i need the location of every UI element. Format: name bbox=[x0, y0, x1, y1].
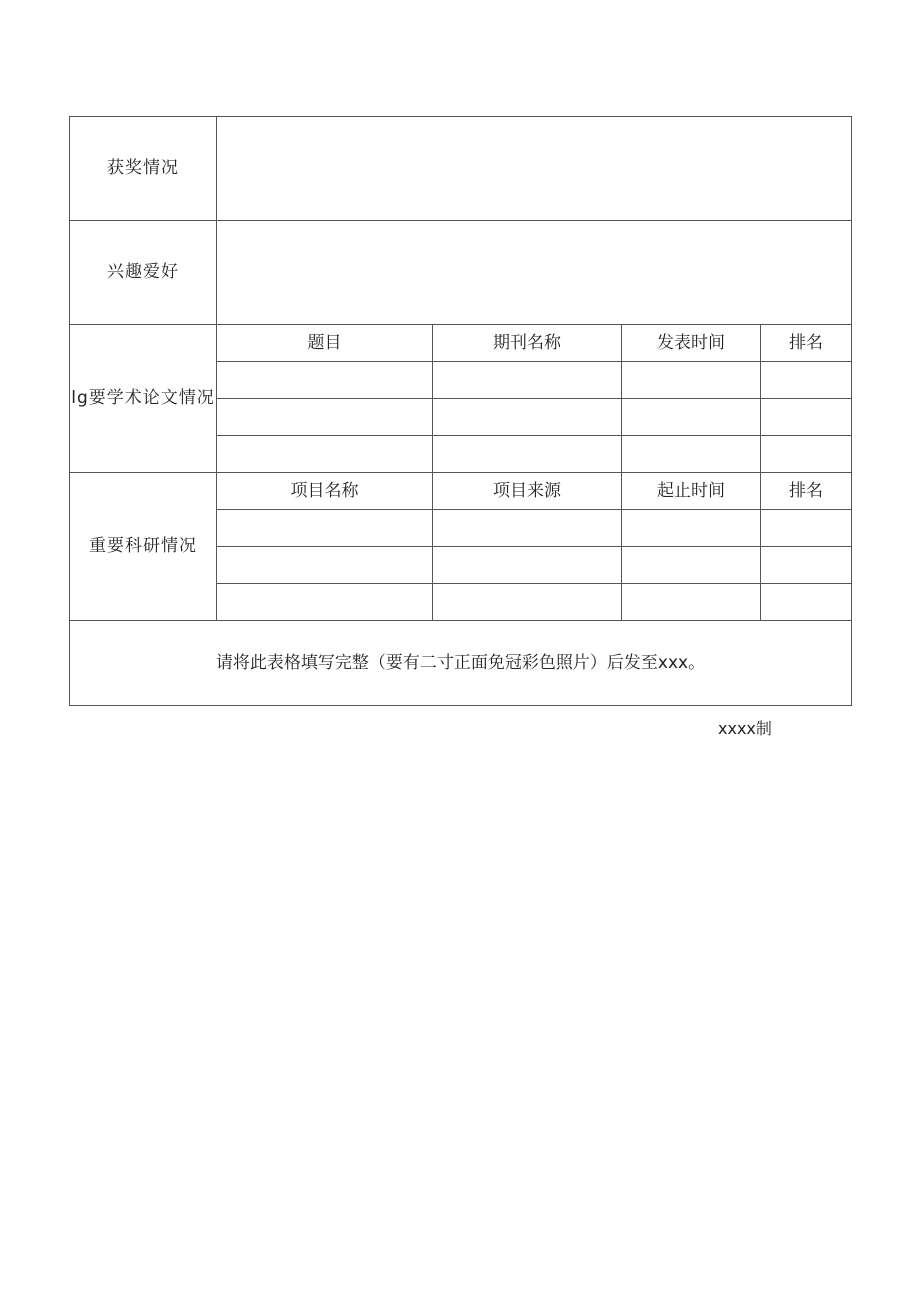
papers-header-date: 发表时间 bbox=[622, 325, 761, 362]
research-cell[interactable] bbox=[217, 547, 433, 584]
research-cell[interactable] bbox=[217, 584, 433, 621]
research-cell[interactable] bbox=[761, 510, 852, 547]
note-row bbox=[70, 621, 852, 706]
papers-cell[interactable] bbox=[761, 399, 852, 436]
research-header-name: 项目名称 bbox=[217, 473, 433, 510]
papers-cell[interactable] bbox=[622, 436, 761, 473]
application-form-table bbox=[69, 116, 852, 706]
papers-cell[interactable] bbox=[622, 362, 761, 399]
papers-header-rank: 排名 bbox=[761, 325, 852, 362]
research-label: 重要科研情况 bbox=[70, 473, 217, 621]
submission-note: 请将此表格填写完整（要有二寸正面免冠彩色照片）后发至xxx。 bbox=[70, 621, 852, 706]
papers-cell[interactable] bbox=[433, 436, 622, 473]
research-cell[interactable] bbox=[761, 547, 852, 584]
research-cell[interactable] bbox=[217, 510, 433, 547]
research-header-row bbox=[70, 473, 852, 510]
awards-input-cell[interactable] bbox=[217, 117, 852, 221]
research-header-rank: 排名 bbox=[761, 473, 852, 510]
hobbies-label: 兴趣爱好 bbox=[70, 221, 217, 325]
hobbies-row bbox=[70, 221, 852, 325]
research-cell[interactable] bbox=[622, 584, 761, 621]
papers-cell[interactable] bbox=[433, 399, 622, 436]
maker-footer: xxxx制 bbox=[718, 719, 772, 738]
papers-cell[interactable] bbox=[761, 362, 852, 399]
research-header-period: 起止时间 bbox=[622, 473, 761, 510]
papers-cell[interactable] bbox=[761, 436, 852, 473]
papers-cell[interactable] bbox=[217, 399, 433, 436]
research-cell[interactable] bbox=[433, 584, 622, 621]
papers-cell[interactable] bbox=[217, 362, 433, 399]
papers-cell[interactable] bbox=[622, 399, 761, 436]
hobbies-input-cell[interactable] bbox=[217, 221, 852, 325]
research-cell[interactable] bbox=[622, 510, 761, 547]
research-header-source: 项目来源 bbox=[433, 473, 622, 510]
research-cell[interactable] bbox=[433, 547, 622, 584]
research-cell[interactable] bbox=[622, 547, 761, 584]
papers-header-title: 题目 bbox=[217, 325, 433, 362]
papers-header-journal: 期刊名称 bbox=[433, 325, 622, 362]
papers-label: lg要学术论文情况 bbox=[70, 325, 217, 473]
papers-cell[interactable] bbox=[217, 436, 433, 473]
research-cell[interactable] bbox=[433, 510, 622, 547]
papers-header-row bbox=[70, 325, 852, 362]
papers-cell[interactable] bbox=[433, 362, 622, 399]
research-cell[interactable] bbox=[761, 584, 852, 621]
awards-label: 获奖情况 bbox=[70, 117, 217, 221]
awards-row bbox=[70, 117, 852, 221]
